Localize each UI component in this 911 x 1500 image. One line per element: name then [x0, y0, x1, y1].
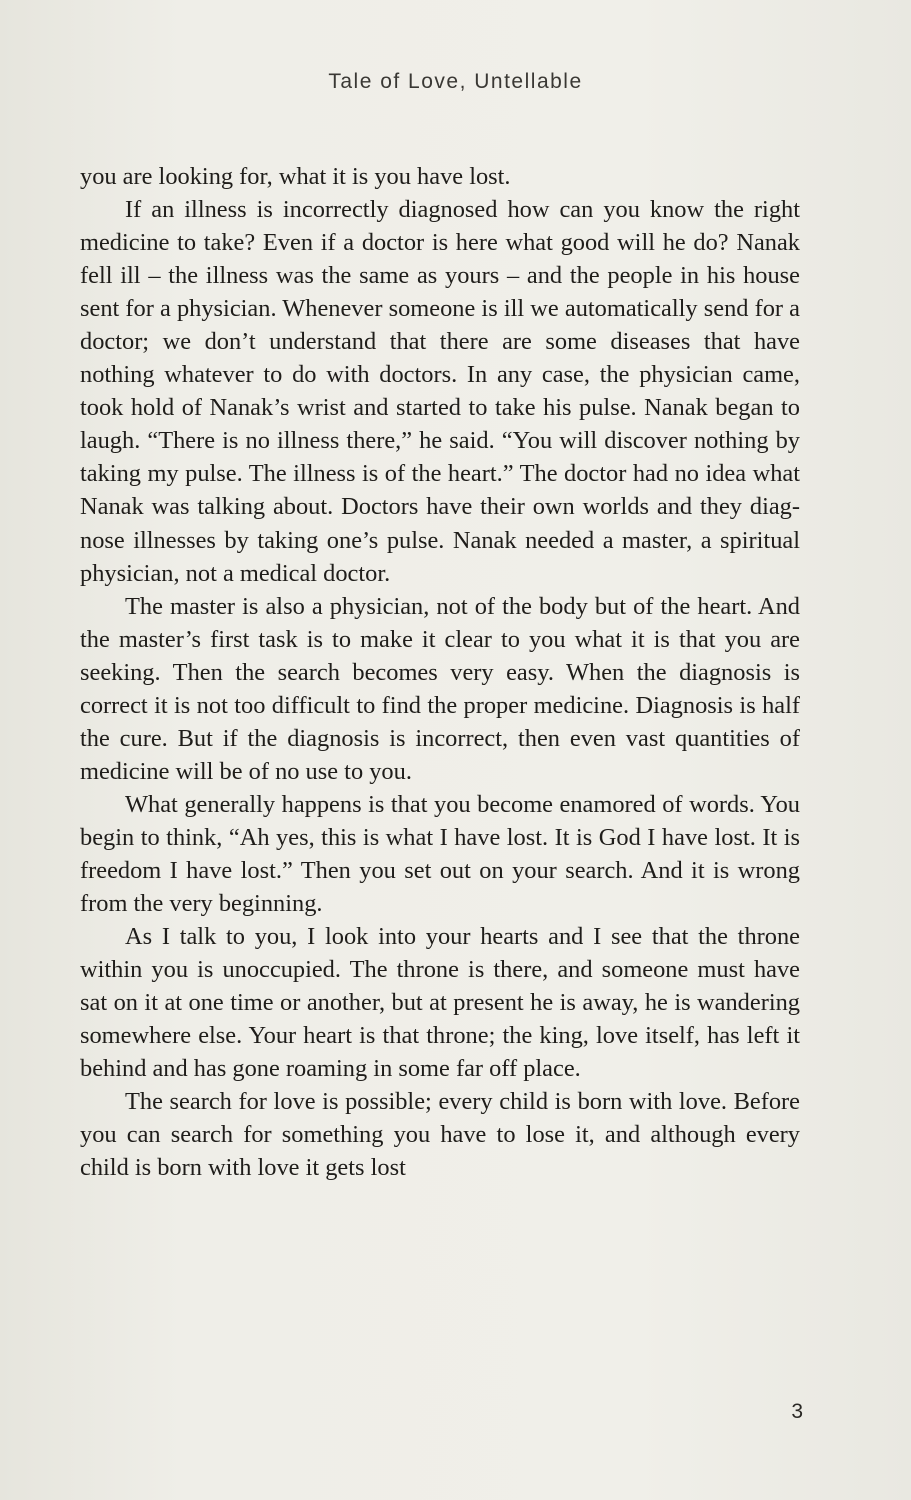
paragraph-continued: you are looking for, what it is you have lost. [80, 163, 511, 190]
paragraph: If an illness is incorrectly diagnosed how can you know the right medicine to take? Even if a doctor is here what good will he do? Nanak fell ill – the illness was the same as yours – and the people in his house sent for a physician. Whenever someone is ill we automatically send for a doctor; we don’t understand that there are some diseases that have nothing whatever to do with doctors. In any case, the physician came, took hold of Nanak’s wrist and started to take his pulse. Nanak began to laugh. “There is no illness there,” he said. “You will discover nothing by taking my pulse. The illness is of the heart.” The doctor had no idea what Nanak was talking about. Doctors have their own worlds and they diagnose illnesses by taking one’s pulse. Nanak needed a master, a spiritual physician, not a medical doctor. [80, 196, 800, 587]
paragraph: As I talk to you, I look into your hearts and I see that the throne within you is unoccupied. The throne is there, and someone must have sat on it at one time or another, but at present he is away, he is wandering somewhere else. Your heart is that throne; the king, love itself, has left it behind and has gone roaming in some far off place. [80, 923, 800, 1083]
running-head: Tale of Love, Untellable [328, 70, 583, 93]
body-text [80, 160, 800, 1184]
paragraph: The search for love is possible; every child is born with love. Before you can search for something you have to lose it, and although every child is born with love it gets lost [80, 1088, 800, 1182]
page-number: 3 [791, 1400, 803, 1423]
paragraph: The master is also a physician, not of the body but of the heart. And the master’s first task is to make it clear to you what it is that you are seeking. Then the search becomes very easy. When the diagnosis is correct it is not too difficult to find the proper medicine. Diagnosis is half the cure. But if the diagnosis is incorrect, then even vast quantities of medicine will be of no use to you. [80, 592, 800, 785]
paragraph: What generally happens is that you become enamored of words. You begin to think, “Ah yes, this is what I have lost. It is God I have lost. It is freedom I have lost.” Then you set out on your search. And it is wrong from the very beginning. [80, 790, 800, 918]
